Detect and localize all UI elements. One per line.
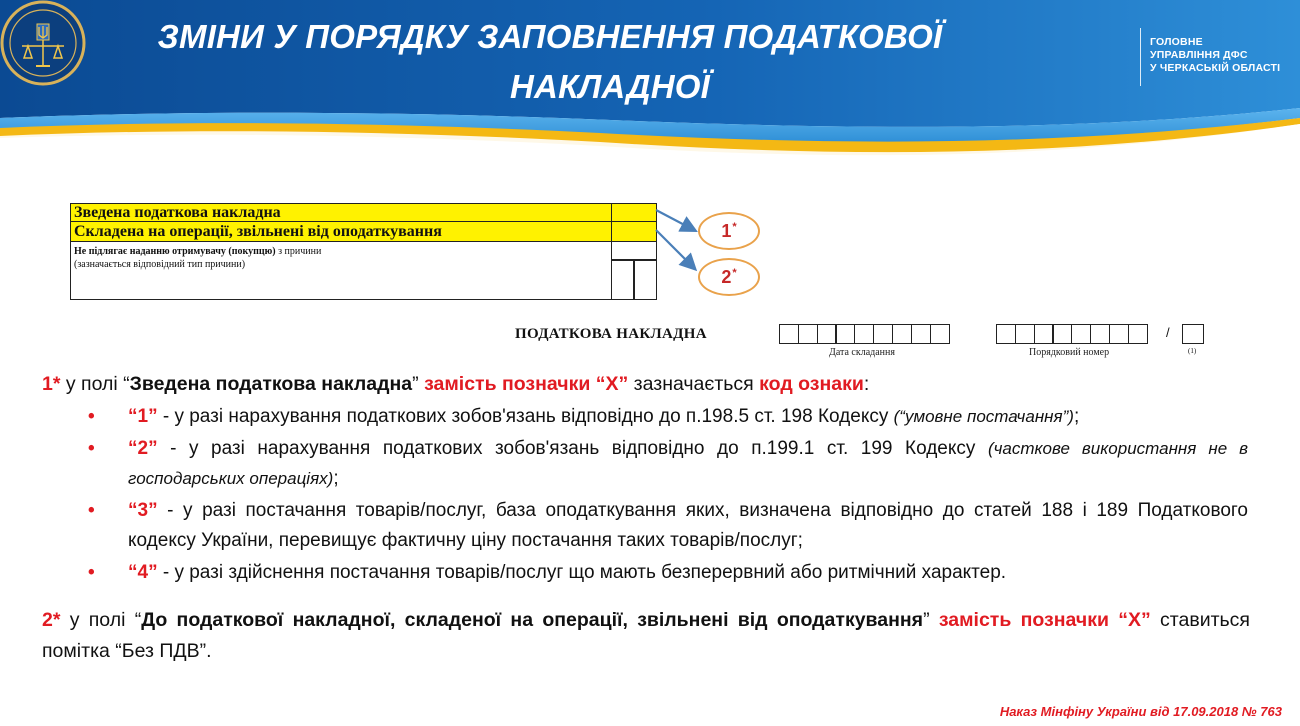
marker-2-oval [698,258,760,296]
field-name: Зведена податкова накладна [129,373,413,395]
slash-separator: / [1166,325,1170,340]
slide-title-line2: НАКЛАДНОЇ [510,68,710,105]
org-line: У ЧЕРКАСЬКІЙ ОБЛАСТІ [1150,62,1281,74]
arrow-to-marker2 [656,230,694,268]
code-value: “1” [128,406,158,427]
branch-caption: (1) [1188,347,1197,355]
list-item [88,402,1248,432]
invoice-form-excerpt [70,203,657,300]
bullet-icon: • [88,500,95,521]
list-text: - у разі здійснення постачання товарів/послуг що мають безперервний або ритмічний характер. [157,562,1007,583]
list-note: (“умовне постачання”) [893,407,1074,426]
bullet-icon: • [88,562,95,583]
point-number: 2* [42,609,61,631]
form-row-hint: (зазначається відповідний тип причини) [74,259,246,270]
text: зазначається [628,373,760,395]
invoice-heading: ПОДАТКОВА НАКЛАДНА [515,326,707,342]
code-value: “2” [128,438,158,459]
list-text: - у разі нарахування податкових зобов'язань відповідно до п.198.5 ст. 198 Кодексу [157,406,894,427]
marker-1-oval [698,212,760,250]
text: у полі “ [60,373,130,395]
branch-box [1182,324,1204,344]
text: ” [923,609,939,631]
text: у полі “ [60,609,142,631]
list-note: (часткове використання не в господарських операціях) [128,439,1248,488]
list-item [88,496,1248,556]
bullet-icon: • [88,406,95,427]
list-text: ; [1073,406,1080,427]
list-text: ; [333,468,339,489]
text: : [863,373,870,395]
list-text: - у разі постачання товарів/послуг, база оподаткування яких, визначена відповідно до статей 188 і 189 Податкового кодексу України, перевищує фактичну ціну постачання таких товарів/послуг; [128,500,1248,551]
highlight-text: замість позначки “Х” [424,373,629,395]
highlight-text: замість позначки “Х” [938,609,1151,631]
list-text: - у разі нарахування податкових зобов'язань відповідно до п.199.1 ст. 199 Кодексу [157,438,988,459]
marker-number: 1 [721,220,732,241]
form-row-consolidated [70,203,657,222]
date-caption: Дата складання [829,347,895,358]
number-boxes [996,324,1147,344]
footer-reference: Наказ Мінфіну України від 17.09.2018 № 763 [999,704,1282,719]
marker-star: * [732,221,737,233]
marker-number: 2 [721,266,732,287]
text: ” [412,373,425,395]
marker-star: * [732,267,737,279]
point-2-text [42,605,1250,667]
org-divider [1140,28,1141,86]
point-1-text [42,369,1262,399]
form-row-label: Складена на операції, звільнені від оподаткування [74,222,442,240]
code-value: “3” [128,500,158,521]
date-boxes [779,324,948,344]
text: ставиться помітка “Без ПДВ”. [42,609,1250,662]
org-line: УПРАВЛІННЯ ДФС [1150,49,1248,61]
code-list [88,402,1248,590]
organization-name [1150,36,1280,75]
form-row-not-provided [70,241,657,300]
tryzub-emblem-icon [0,0,86,86]
bullet-icon: • [88,438,95,459]
list-item [88,434,1248,494]
list-item [88,558,1248,588]
form-row-bold-label: Не підлягає наданню отримувачу (покупцю) [74,246,276,257]
form-row-text: з причини [275,246,322,257]
org-line: ГОЛОВНЕ [1150,36,1203,48]
code-value: “4” [128,562,158,583]
highlight-text: код ознаки [759,373,864,395]
field-name: До податкової накладної, складеної на операції, звільнені від оподаткування [141,609,924,631]
arrow-to-marker1 [656,210,694,230]
form-row-label: Зведена податкова накладна [74,204,281,221]
header-banner [0,0,1300,175]
number-caption: Порядковий номер [1029,347,1110,358]
form-row-exempt [70,221,657,243]
point-number: 1* [42,373,61,395]
slide-title-line1: ЗМІНИ У ПОРЯДКУ ЗАПОВНЕННЯ ПОДАТКОВОЇ [157,18,943,55]
slide-title [60,12,1040,112]
